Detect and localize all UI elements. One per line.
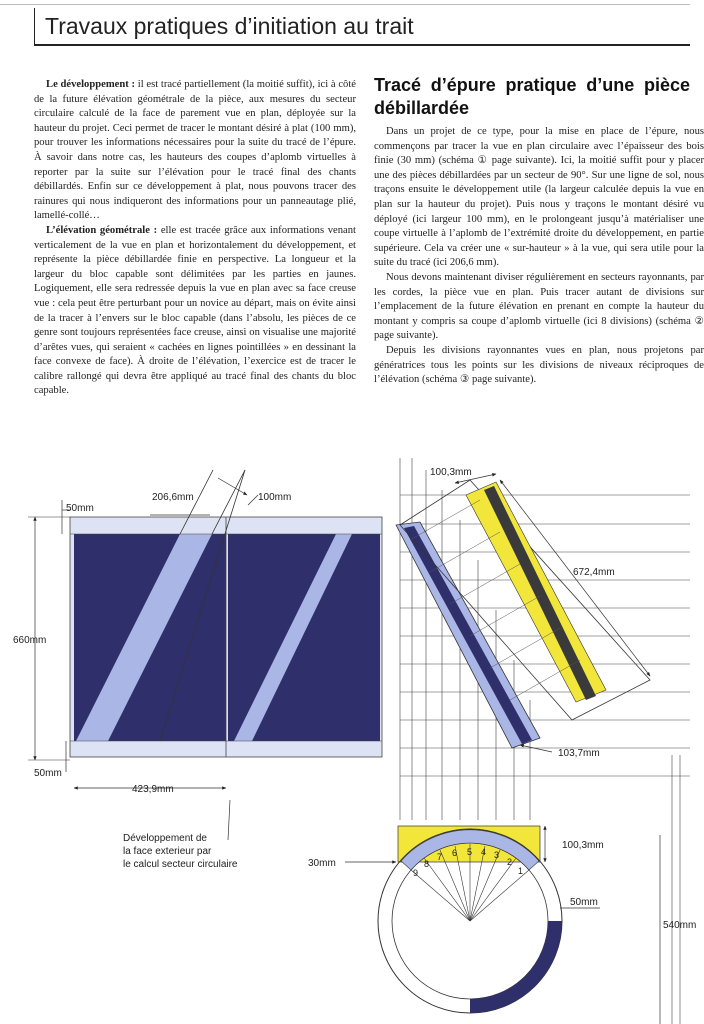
radial-8 [470, 858, 516, 921]
dim-103-label: 103,7mm [558, 748, 600, 759]
elevation-grid [400, 458, 690, 1024]
lead-developpement: Le développement : [46, 79, 136, 90]
section-heading: Tracé d’épure pratique d’une pièce débillardée [374, 75, 690, 118]
header-rule [34, 44, 690, 46]
dim-50mm-right-label: 50mm [570, 897, 598, 908]
page-title: Travaux pratiques d’initiation au trait [45, 13, 414, 39]
paragraph-divisions: Nous devons maintenant diviser régulièrement en secteurs rayonnants, par les cordes, la pièce vue en plan. Puis tracer autant de divisions sur l’emplacement de la future élévation en prenant en compte la hauteur du montant y compris sa coupe d’aplomb virtuelle (ici 8 divisions) (schéma ② page suivante). [374, 271, 704, 342]
page-header [34, 8, 414, 44]
dim-103-line [520, 745, 552, 752]
dim-50mm-bottom-label: 50mm [34, 768, 62, 779]
text-developpement: il est tracé partiellement (la moitié suffit), ici à côté de la future élévation géométrale de la pièce, aux mesures du secteur circulaire calculé de la face de parement vue en plan, déployée sur la hauteur du projet. Ceci permet de tracer le montant désiré à plat (100 mm), pour trouver les informations nécessaires pour la suite du tracé de l’épure. À savoir dans notre cas, les hauteurs des coupes d’aplomb virtuelles à reporter par la suite sur l’élévation pour le tracé final des chants débillardés. Enfin sur ce développement à plat, nous pouvons tracer des rainures qui nous indiqueront des informations pour un panneautage plié, lamellé-collé… [34, 79, 356, 222]
paragraph-developpement [34, 78, 356, 224]
dim-30mm-label: 30mm [308, 858, 336, 869]
right-text-column [374, 74, 704, 388]
paragraph-intro: Dans un projet de ce type, pour la mise en place de l’épure, nous commençons par tracer la vue en plan circulaire avec l’épaisseur des bois finie (30 mm) (schéma ① page suivante). Ici, la moitié suffit pour y placer une des pièces débillardées par un secteur de 90°. Sur une ligne de sol, nous traçons ensuite le développement utile (la largeur calculée depuis la vue en plan sur la hauteur du projet). Puis nous y traçons le montant désiré vu déployé (ici largeur 100 mm), en le prolongeant jusqu’à matérialiser une coupe virtuelle à l’aplomb de l’extrémité droite du développement, en partie supérieure. Cela va créer une « sur-hauteur » à la vue, qui sera utile pour la suite du tracé (ici 206,6 mm). [374, 126, 704, 269]
plan-dark-arc [470, 921, 562, 1013]
radial-2 [424, 858, 470, 921]
division-number-1: 1 [518, 866, 524, 876]
dim-100-3-top-label: 100,3mm [430, 467, 472, 478]
division-number-4: 4 [481, 847, 487, 857]
top-rule [0, 4, 690, 5]
calibre-div-1 [410, 500, 480, 540]
dim-100-arrow [218, 478, 247, 495]
caption-line-3: le calcul secteur circulaire [123, 859, 238, 870]
lead-elevation: L’élévation géométrale : [46, 224, 158, 236]
dim-423-label: 423,9mm [132, 784, 174, 795]
paragraph-elevation [34, 224, 356, 399]
development-block [70, 470, 382, 757]
dim-660-label: 660mm [13, 635, 47, 646]
left-text-column [34, 78, 356, 399]
dim-100-3-right-label: 100,3mm [562, 840, 604, 851]
division-number-8: 8 [424, 859, 430, 869]
dim-100mm-label: 100mm [258, 492, 292, 503]
calibre-div-3 [450, 564, 520, 604]
dim-206-label: 206,6mm [152, 492, 194, 503]
dim-50mm-top-label: 50mm [66, 503, 94, 514]
technical-drawing [0, 455, 697, 1024]
caption-line-1: Développement de [123, 833, 207, 844]
division-number-5: 5 [467, 847, 473, 857]
caption-line-2: la face exterieur par [123, 846, 212, 857]
dim-540-label: 540mm [663, 920, 697, 931]
division-number-2: 2 [507, 857, 513, 867]
division-number-3: 3 [494, 850, 500, 860]
dim-672-label: 672,4mm [573, 567, 615, 578]
development-caption [123, 800, 238, 870]
text-elevation: elle est tracée grâce aux informations venant verticalement de la vue en plan et horizontalement du développement, et représente la pièce débillardée finie en perspective. La longueur et la largeur du bloc capable sont délimitées par les parties en jaunes. Logiquement, elle sera redressée depuis la vue en plan avec sa face creuse vue : cela peut être perturbant pour un novice au départ, mais on évite ainsi de la tracer à l’envers sur le bloc capable (dans l’absolu, les pièces de ce genre sont toujours représentées face creuse, ainsi on visualise une majorité d’arêtes vues, qui seraient « cachées en lignes pointillées » en dessinant la face convexe de face). À droite de l’élévation, l’exercice est de tracer le calibre rallongé qui devra être appliqué au tracé final des chants du bloc capable. [34, 224, 356, 397]
division-number-9: 9 [413, 868, 419, 878]
paragraph-projection: Depuis les divisions rayonnantes vues en plan, nous projetons par génératrices tous les points sur les divisions de niveaux réciproques de l’élévation (schéma ③ page suivante). [374, 344, 704, 386]
plan-view [378, 826, 562, 1013]
division-number-7: 7 [437, 852, 443, 862]
division-number-6: 6 [452, 848, 458, 858]
dim-100-leader [248, 495, 258, 505]
caption-leader [228, 800, 230, 840]
